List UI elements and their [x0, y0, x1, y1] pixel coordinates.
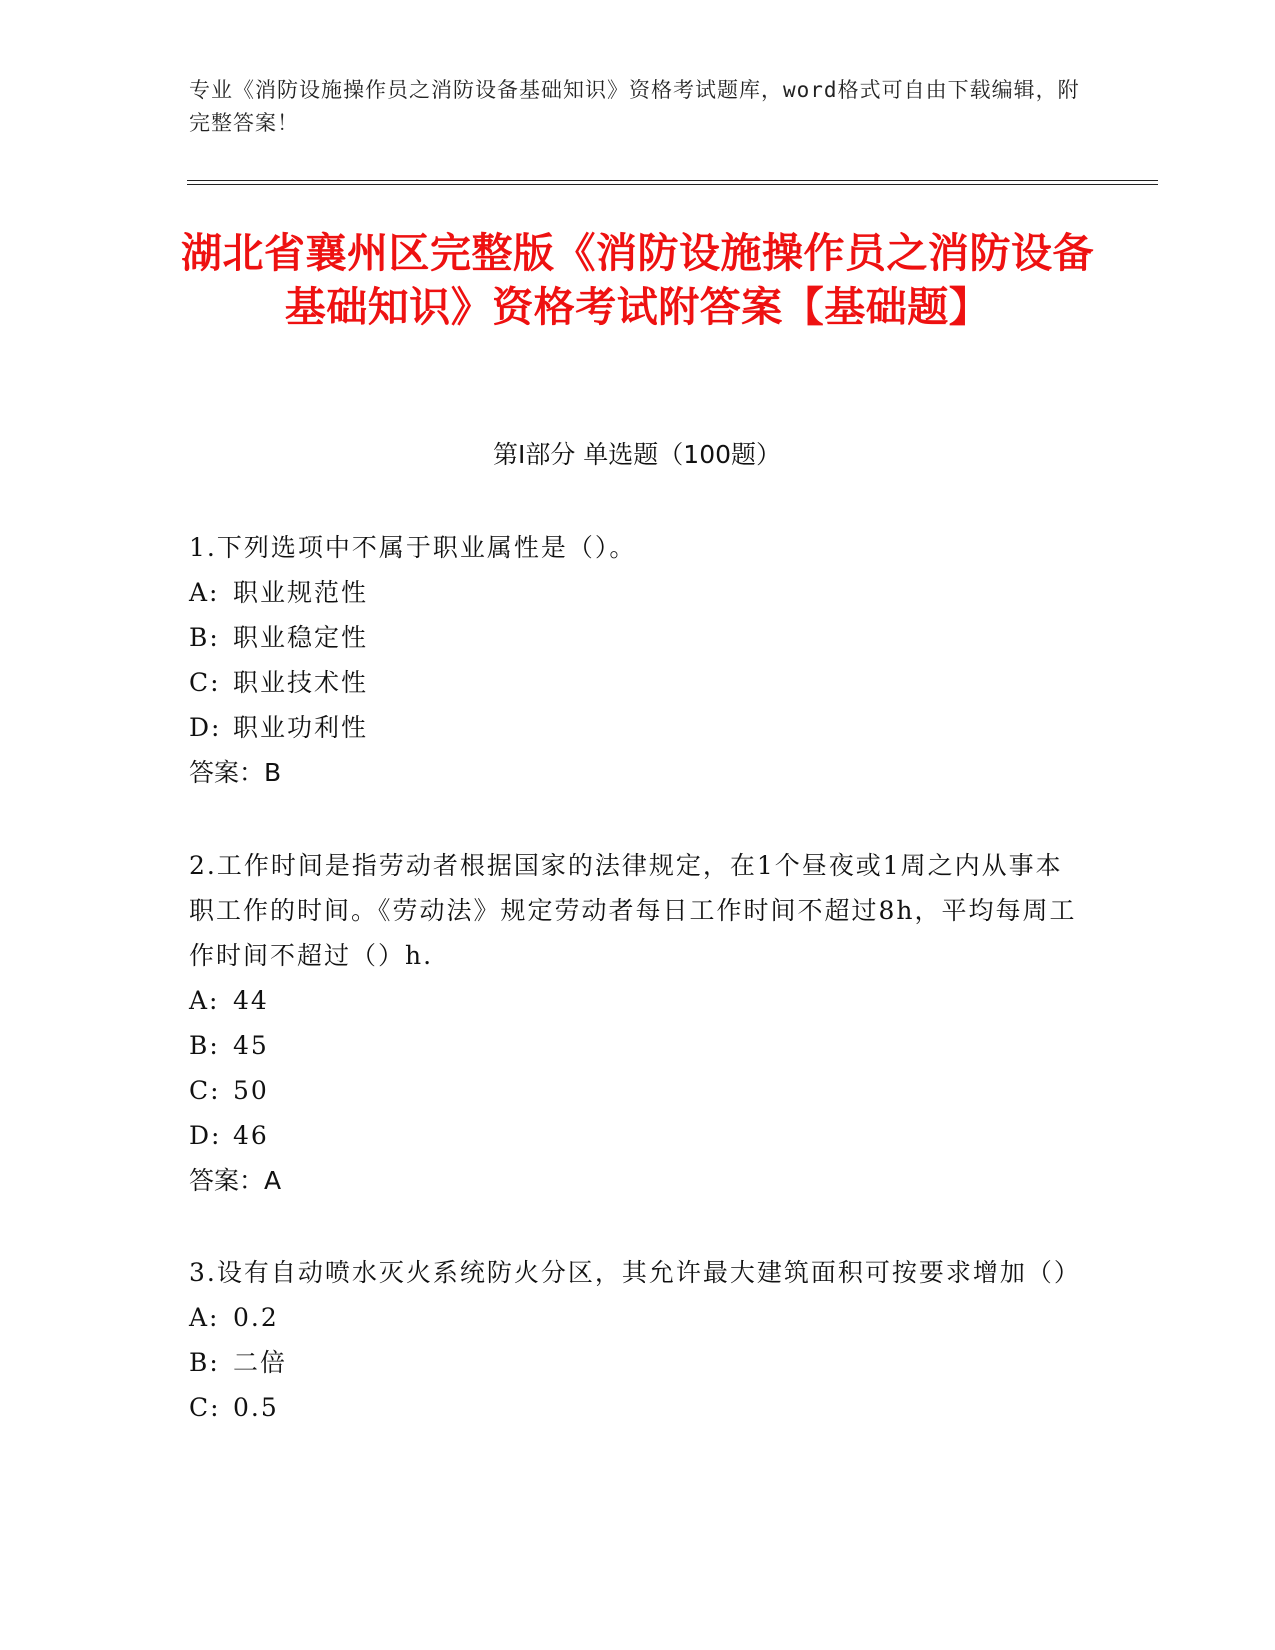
- option-text: 职业功利性: [233, 713, 369, 742]
- question-stem: 3.设有自动喷水灭火系统防火分区，其允许最大建筑面积可按要求增加（）: [189, 1258, 1081, 1287]
- option-letter: B:: [189, 1031, 220, 1060]
- header-divider-bottom: [187, 184, 1158, 185]
- option-text: 46: [233, 1121, 269, 1150]
- option-letter: B:: [189, 623, 220, 652]
- answer-line: 答案：A: [189, 1166, 282, 1195]
- option-text: 职业规范性: [233, 578, 369, 607]
- option-text: 0.2: [233, 1303, 279, 1332]
- option-letter: B:: [189, 1348, 220, 1377]
- option-letter: A:: [189, 1303, 220, 1332]
- option-letter: C:: [189, 1393, 221, 1422]
- question-stem: 1.下列选项中不属于职业属性是（）。: [189, 533, 637, 562]
- question-stem: 2.工作时间是指劳动者根据国家的法律规定，在1个昼夜或1周之内从事本职工作的时间。《劳动法》规定劳动者每日工作时间不超过8h，平均每周工作时间不超过（）h.: [189, 851, 1077, 970]
- header-divider-top: [187, 180, 1158, 181]
- section-heading: 第I部分 单选题（100题）: [492, 440, 782, 469]
- option-letter: D:: [189, 1121, 222, 1150]
- option-c: [189, 1068, 1089, 1113]
- option-text: 0.5: [233, 1393, 279, 1422]
- question-2: [189, 843, 1089, 1203]
- question-1: [189, 525, 1089, 795]
- option-a: [189, 570, 1089, 615]
- answer-line: 答案：B: [189, 758, 282, 787]
- option-letter: D:: [189, 713, 222, 742]
- question-3: [189, 1250, 1089, 1430]
- option-d: [189, 705, 1089, 750]
- option-text: 二倍: [233, 1348, 288, 1377]
- option-letter: C:: [189, 668, 221, 697]
- option-a: [189, 978, 1089, 1023]
- option-d: [189, 1113, 1089, 1158]
- option-text: 职业技术性: [233, 668, 369, 697]
- option-text: 50: [233, 1076, 269, 1105]
- option-b: [189, 615, 1089, 660]
- option-b: [189, 1023, 1089, 1068]
- option-letter: A:: [189, 986, 220, 1015]
- option-a: [189, 1295, 1089, 1340]
- option-text: 44: [233, 986, 269, 1015]
- document-title: 湖北省襄州区完整版《消防设施操作员之消防设备基础知识》资格考试附答案【基础题】: [181, 229, 1094, 331]
- option-b: [189, 1340, 1089, 1385]
- option-letter: C:: [189, 1076, 221, 1105]
- option-letter: A:: [189, 578, 220, 607]
- option-c: [189, 1385, 1089, 1430]
- option-text: 45: [233, 1031, 269, 1060]
- option-text: 职业稳定性: [233, 623, 369, 652]
- option-c: [189, 660, 1089, 705]
- header-note: 专业《消防设施操作员之消防设备基础知识》资格考试题库，word格式可自由下载编辑，附完整答案！: [189, 78, 1080, 135]
